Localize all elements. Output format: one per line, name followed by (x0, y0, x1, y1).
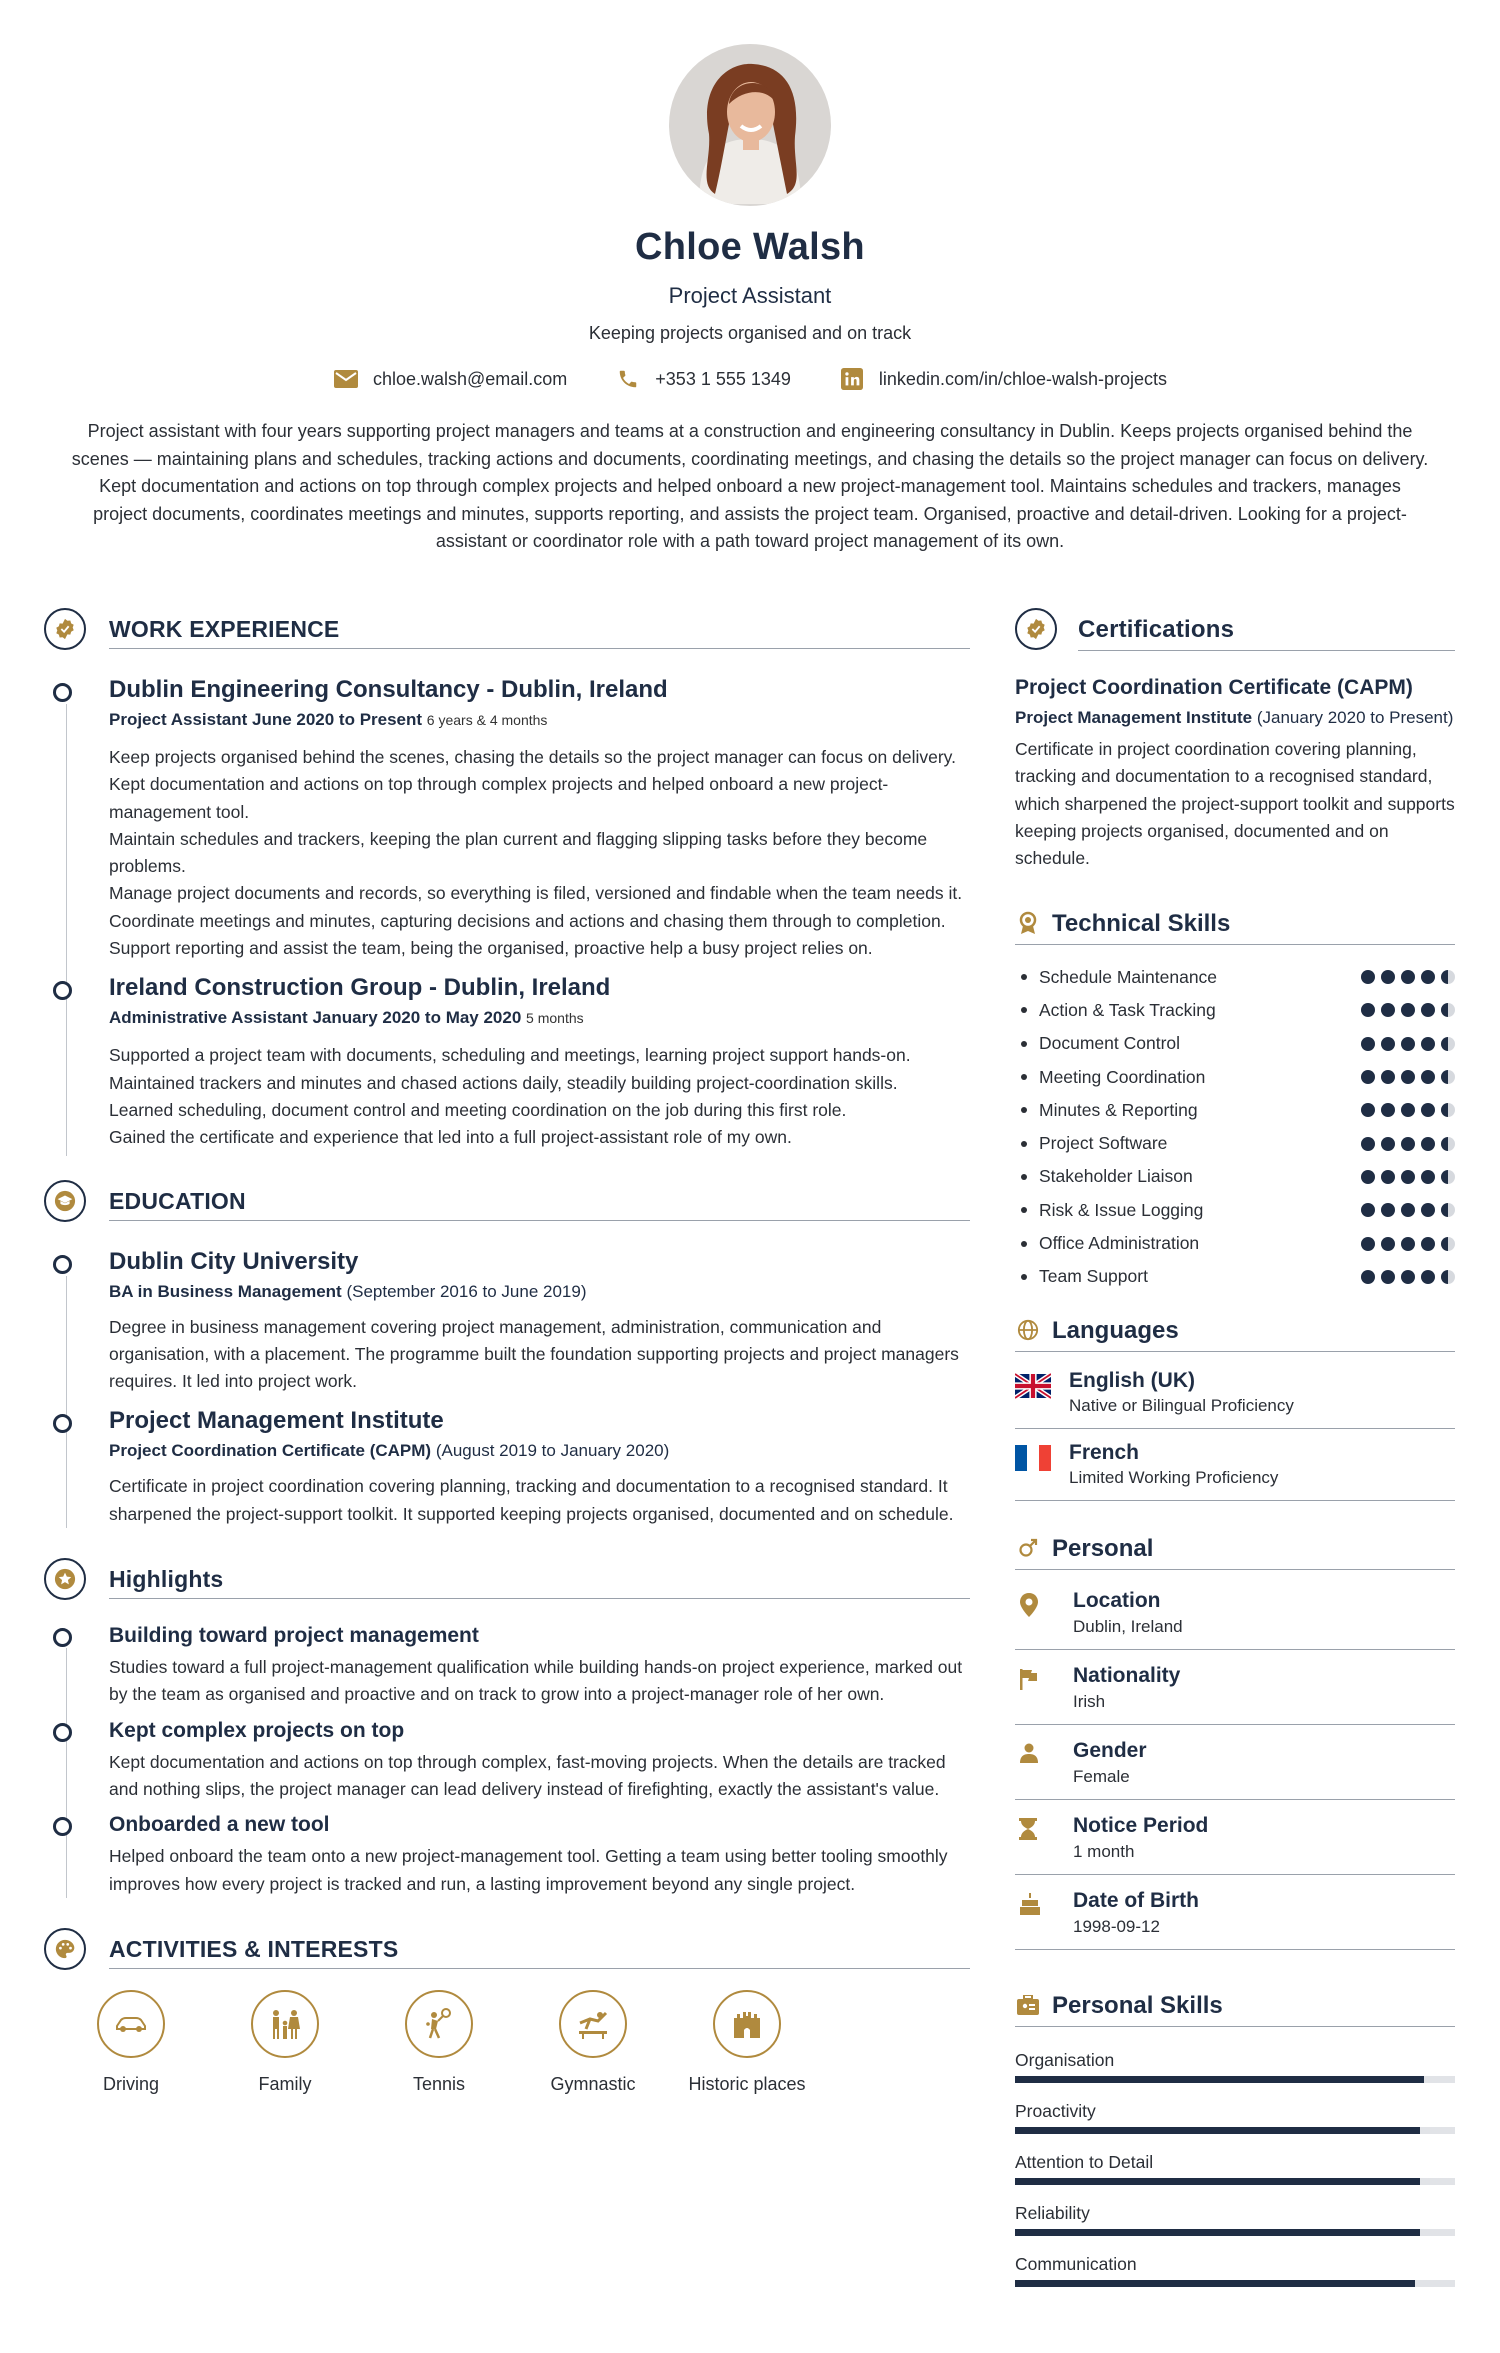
skill-bar-fill (1015, 2076, 1424, 2083)
bullet-icon (1021, 1141, 1027, 1147)
rating-dot (1361, 1270, 1375, 1284)
activity-label: Family (258, 2073, 312, 2094)
rating-dot (1381, 1237, 1395, 1251)
contact-row (0, 366, 1500, 392)
bullet-icon (1021, 1074, 1027, 1080)
tagline: Keeping projects organised and on track (588, 323, 912, 343)
education-description: Degree in business management covering project management, administration, communication and organisation, with a placement. The programme built the foundation supporting projects and project managers requires. It led into project work. (109, 1316, 959, 1392)
technical-skill (1015, 1000, 1216, 1021)
highlight-description: Studies toward a full project-management qualification while building hands-on project experience, marked out by the team as organised and proactive and on track to grow into a project-manager role of her own. (109, 1657, 963, 1705)
personal-item (1015, 1800, 1455, 1875)
personal-skill-name: Organisation (1015, 2050, 1115, 2071)
car-icon (97, 1990, 165, 2058)
work-bullet: Manage project documents and records, so everything is filed, versioned and findable when the team needs it. (109, 883, 963, 904)
certifications-header (1015, 606, 1455, 656)
personal-skill-name: Reliability (1015, 2203, 1090, 2224)
highlights-timeline (44, 1624, 970, 1898)
languages-header (1015, 1307, 1455, 1357)
section-divider (1015, 1569, 1455, 1570)
personal-title: Personal (1052, 1535, 1154, 1563)
highlight-description: Kept documentation and actions on top through complex, fast-moving projects. When the details are tracked and nothing slips, the project manager can lead delivery instead of firefighting, exactly the assistant's value. (109, 1751, 946, 1799)
rating-dot (1361, 1070, 1375, 1084)
timeline-dot (53, 683, 72, 702)
technical-skill-row (1015, 1094, 1455, 1127)
work-bullet: Support reporting and assist the team, being the organised, proactive help a busy project relies on. (109, 938, 873, 959)
rating-dot (1401, 1103, 1415, 1117)
skill-rating (1361, 1170, 1455, 1184)
rating-dot (1441, 1037, 1455, 1051)
highlight-entry (109, 1624, 970, 1709)
education-entry (109, 1407, 970, 1528)
rating-dot (1361, 1003, 1375, 1017)
hourglass-icon (1015, 1814, 1055, 1862)
rating-dot (1361, 970, 1375, 984)
rating-dot (1381, 1037, 1395, 1051)
activity-item (208, 1990, 362, 2095)
star-icon (44, 1558, 86, 1600)
timeline-dot (53, 1628, 72, 1647)
personal-skills-list (1015, 2050, 1455, 2287)
work-bullet: Supported a project team with documents, scheduling and meetings, learning project support hands-on. (109, 1045, 911, 1066)
location-pin-icon (1015, 1589, 1055, 1637)
skill-bar (1015, 2178, 1455, 2185)
role-title: Administrative Assistant (109, 1008, 308, 1028)
technical-skill-row (1015, 1194, 1455, 1227)
rating-dot (1401, 1170, 1415, 1184)
work-bullets (109, 1042, 970, 1151)
rating-dot (1421, 1070, 1435, 1084)
education-title: EDUCATION (109, 1187, 246, 1214)
activities-header (44, 1926, 970, 1976)
rating-dot (1421, 1270, 1435, 1284)
rating-dot (1401, 970, 1415, 984)
technical-skill-row (1015, 1127, 1455, 1160)
technical-skill-name: Project Software (1039, 1133, 1168, 1154)
work-entry (109, 676, 970, 962)
globe-icon (1015, 1317, 1041, 1343)
technical-skill-name: Team Support (1039, 1266, 1148, 1287)
activity-label: Driving (102, 2073, 159, 2094)
rating-dot (1421, 1037, 1435, 1051)
rating-dot (1421, 1137, 1435, 1151)
technical-skill-row (1015, 1227, 1455, 1260)
work-bullet: Coordinate meetings and minutes, capturing decisions and actions and chasing them through to completion. (109, 910, 946, 931)
rating-dot (1421, 970, 1435, 984)
profile-photo (669, 44, 831, 206)
rating-dot (1441, 1203, 1455, 1217)
contact-email[interactable] (333, 366, 567, 392)
technical-skill (1015, 1100, 1198, 1121)
highlights-header (44, 1556, 970, 1606)
rating-dot (1421, 1103, 1435, 1117)
work-bullet: Learned scheduling, document control and meeting coordination on the job during this first role. (109, 1099, 847, 1120)
section-divider (1015, 2026, 1455, 2027)
personal-value: Female (1073, 1767, 1130, 1787)
uk-flag-icon (1015, 1369, 1051, 1416)
role-duration: 6 years & 4 months (426, 712, 548, 728)
highlight-title: Kept complex projects on top (109, 1718, 405, 1742)
rating-dot (1361, 1170, 1375, 1184)
highlight-entry (109, 1813, 970, 1898)
personal-item (1015, 1575, 1455, 1650)
rating-dot (1381, 1203, 1395, 1217)
work-bullet: Maintain schedules and trackers, keeping the plan current and flagging slipping tasks before they become problems. (109, 828, 928, 877)
personal-skill (1015, 2050, 1455, 2083)
rating-dot (1401, 1270, 1415, 1284)
timeline-dot (53, 1723, 72, 1742)
timeline-line (66, 1276, 67, 1528)
language-level: Native or Bilingual Proficiency (1069, 1396, 1294, 1416)
rating-dot (1421, 1237, 1435, 1251)
badge-icon (1015, 608, 1057, 650)
rating-dot (1361, 1237, 1375, 1251)
highlight-title: Building toward project management (109, 1624, 479, 1648)
degree-dates: (August 2019 to January 2020) (435, 1441, 670, 1461)
activity-item (362, 1990, 516, 2095)
education-entry (109, 1248, 970, 1396)
briefcase-icon (1015, 1992, 1041, 2018)
personal-skill (1015, 2101, 1455, 2134)
personal-skills-title: Personal Skills (1052, 1992, 1223, 2020)
skill-bar-fill (1015, 2229, 1420, 2236)
cake-icon (1015, 1889, 1055, 1937)
flag-icon (1015, 1664, 1055, 1712)
person-icon (1015, 1739, 1055, 1787)
rating-dot (1441, 1237, 1455, 1251)
bullet-icon (1021, 1007, 1027, 1013)
badge-icon (44, 608, 86, 650)
role-duration: 5 months (526, 1010, 584, 1027)
personal-value: Irish (1073, 1692, 1106, 1712)
personal-skill-name: Attention to Detail (1015, 2152, 1154, 2173)
activity-item (670, 1990, 824, 2095)
languages-list (1015, 1357, 1455, 1501)
work-bullet: Gained the certificate and experience that led into a full project-assistant role of my own. (109, 1127, 792, 1148)
skill-rating (1361, 1203, 1455, 1217)
technical-skills-header (1015, 900, 1455, 950)
family-icon (251, 1990, 319, 2058)
skill-bar (1015, 2127, 1455, 2134)
skill-rating (1361, 1103, 1455, 1117)
timeline-dot (53, 1414, 72, 1433)
bullet-icon (1021, 1274, 1027, 1280)
activities-list (44, 1990, 970, 2095)
skill-bar (1015, 2076, 1455, 2083)
language-item (1015, 1429, 1455, 1501)
rating-dot (1381, 970, 1395, 984)
timeline-line (66, 704, 67, 1156)
technical-skill (1015, 1200, 1203, 1221)
highlight-description: Helped onboard the team onto a new project-management tool. Getting a team using better tooling smoothly improves how every project is tracked and run, a lasting improvement beyond any single project. (109, 1846, 948, 1894)
technical-skill-name: Meeting Coordination (1039, 1066, 1206, 1087)
company-name: Dublin Engineering Consultancy - Dublin, Ireland (109, 676, 668, 703)
rating-dot (1441, 1003, 1455, 1017)
bullet-icon (1021, 1107, 1027, 1113)
rating-dot (1381, 1003, 1395, 1017)
section-divider (109, 1598, 970, 1599)
education-timeline (44, 1248, 970, 1528)
degree-title: Project Coordination Certificate (CAPM) (109, 1441, 432, 1461)
bullet-icon (1021, 1241, 1027, 1247)
language-name: French (1069, 1441, 1140, 1465)
gymnastics-icon (559, 1990, 627, 2058)
timeline-dot (53, 1817, 72, 1836)
technical-skill (1015, 967, 1217, 988)
work-timeline (44, 676, 970, 1156)
technical-skill (1015, 1133, 1167, 1154)
activity-item (516, 1990, 670, 2095)
degree-title: BA in Business Management (109, 1281, 342, 1301)
skill-rating (1361, 1003, 1455, 1017)
contact-linkedin[interactable] (839, 366, 1167, 392)
technical-skill-row (1015, 994, 1455, 1027)
contact-phone[interactable] (615, 366, 791, 392)
personal-header (1015, 1525, 1455, 1575)
candidate-name: Chloe Walsh (635, 226, 865, 268)
rating-dot (1441, 1170, 1455, 1184)
rating-dot (1381, 1103, 1395, 1117)
section-divider (109, 1968, 970, 1969)
personal-item (1015, 1875, 1455, 1950)
skill-rating (1361, 1237, 1455, 1251)
personal-value: 1 month (1073, 1842, 1135, 1862)
technical-skill-name: Office Administration (1039, 1233, 1200, 1253)
language-item (1015, 1357, 1455, 1429)
linkedin-icon (839, 366, 865, 392)
activity-item (54, 1990, 208, 2095)
certification-name: Project Coordination Certificate (CAPM) (1015, 676, 1413, 699)
award-ribbon-icon (1015, 910, 1041, 936)
technical-skill (1015, 1266, 1148, 1287)
activity-label: Historic places (688, 2073, 806, 2094)
certification-issuer: Project Management Institute (1015, 708, 1253, 727)
certification-dates: (January 2020 to Present) (1256, 708, 1454, 727)
technical-skill-name: Document Control (1039, 1033, 1181, 1054)
degree-dates: (September 2016 to June 2019) (346, 1281, 587, 1301)
highlight-entry (109, 1719, 970, 1804)
section-divider (1078, 650, 1455, 651)
right-column (1015, 606, 1455, 2305)
bullet-icon (1021, 1174, 1027, 1180)
section-divider (109, 648, 970, 649)
rating-dot (1401, 1237, 1415, 1251)
personal-value: Dublin, Ireland (1073, 1617, 1183, 1637)
left-column (44, 606, 970, 2095)
personal-skill (1015, 2254, 1455, 2287)
technical-skill (1015, 1067, 1205, 1088)
france-flag-icon (1015, 1441, 1051, 1488)
technical-skill (1015, 1166, 1193, 1187)
school-name: Project Management Institute (109, 1407, 444, 1435)
technical-skills-title: Technical Skills (1052, 910, 1231, 938)
rating-dot (1381, 1270, 1395, 1284)
highlight-title: Onboarded a new tool (109, 1813, 330, 1837)
personal-label: Date of Birth (1073, 1889, 1199, 1913)
personal-skills-header (1015, 1982, 1455, 2032)
work-entry (109, 974, 970, 1151)
timeline-dot (53, 981, 72, 1000)
skill-bar-fill (1015, 2178, 1420, 2185)
palette-icon (44, 1928, 86, 1970)
role-line (109, 710, 970, 730)
role-title: Project Assistant (109, 710, 248, 729)
work-bullet: Maintained trackers and minutes and chased actions daily, steadily building project-coordination skills. (109, 1072, 898, 1093)
activity-label: Tennis (412, 2073, 466, 2094)
personal-item (1015, 1650, 1455, 1725)
bullet-icon (1021, 974, 1027, 980)
section-divider (1015, 1351, 1455, 1352)
personal-value: 1998-09-12 (1073, 1917, 1160, 1937)
personal-label: Nationality (1073, 1664, 1181, 1688)
work-bullet: Keep projects organised behind the scenes, chasing the details so the project manager can focus on delivery. (109, 747, 956, 767)
rating-dot (1441, 1103, 1455, 1117)
personal-skill-name: Proactivity (1015, 2101, 1096, 2122)
school-name: Dublin City University (109, 1247, 359, 1275)
castle-icon (713, 1990, 781, 2058)
personal-skill (1015, 2203, 1455, 2236)
profile-summary: Project assistant with four years supporting project managers and teams at a construction and engineering consultancy in Dublin. Keeps projects organised behind the scenes — maintaining plans and schedules, tracking actions and documents, coordinating meetings, and chasing the details so the project manager can focus on delivery. Kept documentation and actions on top through complex projects and helped onboard a new project-management tool. Maintains schedules and trackers, manages project documents, coordinates meetings and minutes, supports reporting, and assists the project team. Organised, proactive and detail-driven. Looking for a project-assistant or coordinator role with a path toward project management of its own. (71, 421, 1429, 551)
resume-header (0, 0, 1500, 556)
personal-item (1015, 1725, 1455, 1800)
skill-bar-fill (1015, 2127, 1420, 2134)
work-experience-title: WORK EXPERIENCE (109, 616, 340, 642)
skill-bar (1015, 2229, 1455, 2236)
timeline-dot (53, 1255, 72, 1274)
degree-line (109, 1441, 970, 1461)
skill-rating (1361, 1270, 1455, 1284)
activity-label: Gymnastic (550, 2073, 636, 2094)
education-description: Certificate in project coordination covering planning, tracking and documentation to a recognised standard. It sharpened the project-support toolkit. It supported keeping projects organised, documented and on schedule. (109, 1476, 954, 1524)
technical-skill-row (1015, 960, 1455, 993)
degree-line (109, 1282, 970, 1302)
technical-skill-name: Schedule Maintenance (1039, 966, 1218, 987)
rating-dot (1381, 1137, 1395, 1151)
bullet-icon (1021, 1207, 1027, 1213)
rating-dot (1401, 1203, 1415, 1217)
rating-dot (1441, 1070, 1455, 1084)
skill-rating (1361, 1070, 1455, 1084)
technical-skill-row (1015, 1260, 1455, 1293)
certification-entry (1015, 676, 1455, 872)
company-name: Ireland Construction Group - Dublin, Ireland (109, 974, 611, 1002)
rating-dot (1361, 1203, 1375, 1217)
certifications-title: Certifications (1078, 616, 1235, 643)
technical-skill-name: Minutes & Reporting (1039, 1099, 1198, 1120)
technical-skill (1015, 1233, 1199, 1254)
education-header (44, 1178, 970, 1228)
phone-icon (615, 366, 641, 392)
work-bullet: Kept documentation and actions on top through complex projects and helped onboard a new project-management tool. (109, 774, 889, 822)
rating-dot (1401, 1070, 1415, 1084)
technical-skill-row (1015, 1060, 1455, 1093)
rating-dot (1381, 1070, 1395, 1084)
personal-list (1015, 1575, 1455, 1950)
rating-dot (1421, 1203, 1435, 1217)
languages-title: Languages (1052, 1317, 1179, 1345)
linkedin-text[interactable]: linkedin.com/in/chloe-walsh-projects (878, 368, 1168, 389)
skill-bar (1015, 2280, 1455, 2287)
personal-label: Gender (1073, 1739, 1147, 1763)
skill-rating (1361, 1137, 1455, 1151)
personal-skill-name: Communication (1015, 2254, 1137, 2275)
rating-dot (1421, 1003, 1435, 1017)
tennis-icon (405, 1990, 473, 2058)
email-text[interactable]: chloe.walsh@email.com (372, 368, 568, 389)
role-line (109, 1008, 970, 1028)
job-title: Project Assistant (668, 283, 832, 308)
bullet-icon (1021, 1041, 1027, 1047)
technical-skills-list (1015, 960, 1455, 1293)
email-icon (333, 366, 359, 392)
skill-bar-fill (1015, 2280, 1415, 2287)
rating-dot (1421, 1170, 1435, 1184)
section-divider (1015, 944, 1455, 945)
rating-dot (1361, 1037, 1375, 1051)
work-experience-header (44, 606, 970, 656)
graduation-cap-icon (44, 1180, 86, 1222)
rating-dot (1401, 1137, 1415, 1151)
personal-label: Location (1073, 1589, 1161, 1613)
skill-rating (1361, 970, 1455, 984)
technical-skill-name: Action & Task Tracking (1039, 999, 1216, 1020)
technical-skill (1015, 1033, 1180, 1054)
personal-label: Notice Period (1073, 1814, 1209, 1838)
rating-dot (1361, 1103, 1375, 1117)
technical-skill-name: Risk & Issue Logging (1039, 1199, 1204, 1220)
technical-skill-row (1015, 1160, 1455, 1193)
rating-dot (1401, 1003, 1415, 1017)
highlights-title: Highlights (109, 1566, 224, 1593)
technical-skill-row (1015, 1027, 1455, 1060)
rating-dot (1441, 1137, 1455, 1151)
personal-skill (1015, 2152, 1455, 2185)
work-bullets (109, 744, 970, 962)
rating-dot (1401, 1037, 1415, 1051)
language-name: English (UK) (1069, 1369, 1195, 1393)
certification-description: Certificate in project coordination covering planning, tracking and documentation to a recognised standard, which sharpened the project-support toolkit and supports keeping projects organised, documented and on schedule. (1015, 739, 1455, 869)
language-level: Limited Working Proficiency (1069, 1468, 1279, 1488)
skill-rating (1361, 1037, 1455, 1051)
technical-skill-name: Stakeholder Liaison (1039, 1166, 1193, 1187)
certification-issuer-line (1015, 706, 1455, 730)
rating-dot (1361, 1137, 1375, 1151)
rating-dot (1441, 970, 1455, 984)
section-divider (109, 1220, 970, 1221)
role-dates: June 2020 to Present (251, 710, 423, 729)
role-dates: January 2020 to May 2020 (312, 1008, 522, 1028)
rating-dot (1441, 1270, 1455, 1284)
gender-symbol-icon (1015, 1535, 1041, 1561)
timeline-line (66, 1648, 67, 1898)
rating-dot (1381, 1170, 1395, 1184)
phone-text[interactable]: +353 1 555 1349 (655, 368, 791, 389)
activities-title: ACTIVITIES & INTERESTS (109, 1935, 399, 1962)
